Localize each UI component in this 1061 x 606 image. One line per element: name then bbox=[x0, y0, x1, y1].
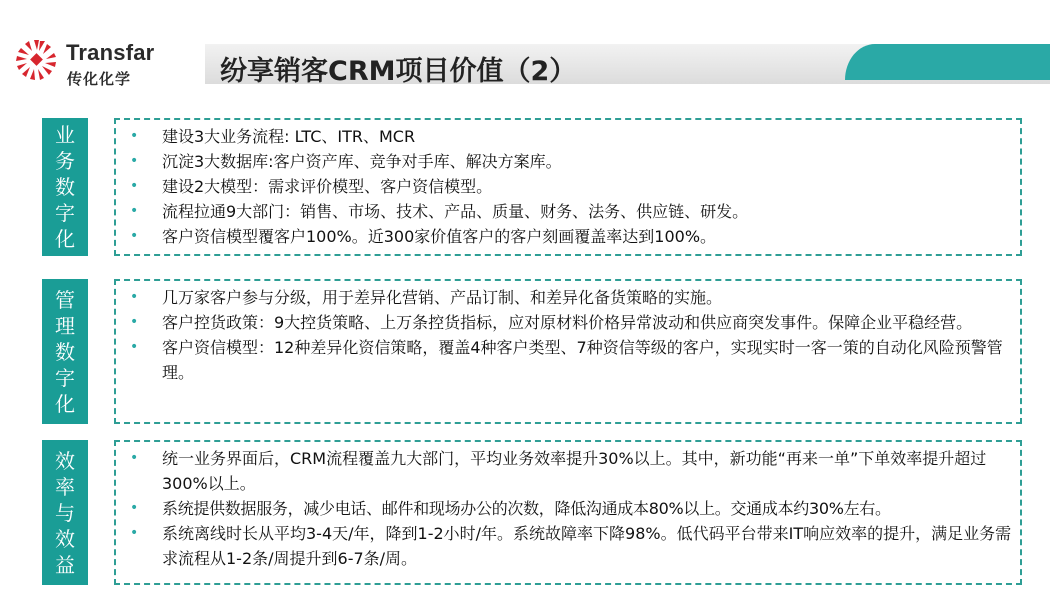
list-item-text: 沉淀3大数据库:客户资产库、竞争对手库、解决方案库。 bbox=[162, 152, 562, 171]
list-item bbox=[130, 199, 1012, 224]
list-item bbox=[130, 310, 1012, 335]
list-item-text: 客户资信模型：12种差异化资信策略，覆盖4种客户类型、7种资信等级的客户，实现实时一客一策的自动化风险预警管理。 bbox=[162, 338, 1003, 382]
label-char: 效 bbox=[55, 526, 75, 551]
label-char: 化 bbox=[55, 227, 75, 251]
transfar-logo-icon bbox=[12, 36, 60, 84]
label-char: 效 bbox=[55, 448, 75, 473]
list-item bbox=[130, 285, 1012, 310]
title-accent-tab bbox=[845, 44, 1050, 80]
section-content bbox=[114, 118, 1022, 256]
label-char: 率 bbox=[55, 474, 75, 499]
list-item bbox=[130, 174, 1012, 199]
list-item-text: 几万家客户参与分级，用于差异化营销、产品订制、和差异化备货策略的实施。 bbox=[162, 288, 723, 307]
section-content bbox=[114, 279, 1022, 424]
logo-name-en: Transfar bbox=[66, 40, 155, 65]
company-logo bbox=[12, 36, 172, 92]
label-char: 业 bbox=[55, 123, 75, 147]
label-char: 与 bbox=[55, 500, 75, 525]
list-item-text: 建设2大模型：需求评价模型、客户资信模型。 bbox=[162, 177, 493, 196]
section-label bbox=[42, 279, 88, 424]
list-item-text: 统一业务界面后，CRM流程覆盖九大部门，平均业务效率提升30%以上。其中，新功能“再来一单”下单效率提升超过300%以上。 bbox=[162, 449, 987, 493]
section-content bbox=[114, 440, 1022, 585]
logo-name-cn: 传化化学 bbox=[67, 70, 132, 88]
list-item-text: 流程拉通9大部门：销售、市场、技术、产品、质量、财务、法务、供应链、研发。 bbox=[162, 202, 749, 221]
list-item-text: 系统提供数据服务，减少电话、邮件和现场办公的次数，降低沟通成本80%以上。交通成本约30%左右。 bbox=[162, 499, 891, 518]
label-char: 益 bbox=[55, 552, 75, 577]
label-char: 字 bbox=[55, 365, 75, 390]
list-item bbox=[130, 124, 1012, 149]
list-item bbox=[130, 149, 1012, 174]
page-title: 纷享销客CRM项目价值（2） bbox=[220, 56, 577, 87]
label-char: 务 bbox=[55, 149, 75, 173]
bullet-icon: • bbox=[130, 128, 139, 144]
section-label bbox=[42, 118, 88, 256]
bullet-icon: • bbox=[130, 289, 139, 305]
list-item-text: 系统离线时长从平均3-4天/年，降到1-2小时/年。系统故障率下降98%。低代码平台带来IT响应效率的提升，满足业务需求流程从1-2条/周提升到6-7条/周。 bbox=[162, 524, 1012, 568]
section-label bbox=[42, 440, 88, 585]
bullet-icon: • bbox=[130, 450, 139, 466]
bullet-icon: • bbox=[130, 203, 139, 219]
bullet-icon: • bbox=[130, 339, 139, 355]
list-item bbox=[130, 521, 1012, 571]
label-char: 管 bbox=[55, 287, 75, 312]
list-item-text: 建设3大业务流程: LTC、ITR、MCR bbox=[162, 127, 416, 146]
list-item bbox=[130, 496, 1012, 521]
bullet-icon: • bbox=[130, 178, 139, 194]
list-item bbox=[130, 224, 1012, 249]
label-char: 字 bbox=[55, 201, 75, 225]
label-char: 数 bbox=[55, 175, 75, 199]
label-char: 理 bbox=[55, 313, 75, 338]
title-bar bbox=[205, 44, 1050, 87]
list-item bbox=[130, 446, 1012, 496]
bullet-icon: • bbox=[130, 153, 139, 169]
bullet-icon: • bbox=[130, 525, 139, 541]
bullet-icon: • bbox=[130, 314, 139, 330]
bullet-icon: • bbox=[130, 228, 139, 244]
list-item-text: 客户控货政策：9大控货策略、上万条控货指标，应对原材料价格异常波动和供应商突发事件。保障企业平稳经营。 bbox=[162, 313, 973, 332]
list-item-text: 客户资信模型覆客户100%。近300家价值客户的客户刻画覆盖率达到100%。 bbox=[162, 227, 717, 246]
list-item bbox=[130, 335, 1012, 385]
label-char: 化 bbox=[55, 391, 75, 416]
label-char: 数 bbox=[55, 339, 75, 364]
bullet-icon: • bbox=[130, 500, 138, 516]
